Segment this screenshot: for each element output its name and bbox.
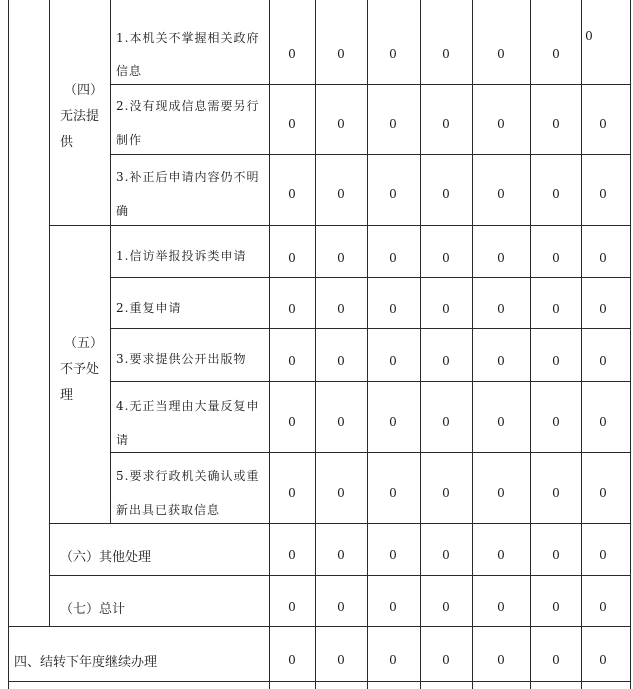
- value-cell: 0: [288, 415, 296, 429]
- value-cell: 0: [288, 653, 296, 667]
- value-cell: 0: [497, 117, 505, 131]
- value-cell: 0: [599, 117, 607, 131]
- divider: [420, 0, 421, 689]
- value-cell: 0: [497, 600, 505, 614]
- value-cell: 0: [442, 47, 450, 61]
- value-cell: 0: [288, 548, 296, 562]
- value-cell: 0: [552, 251, 560, 265]
- value-cell: 0: [497, 251, 505, 265]
- value-cell: 0: [389, 47, 397, 61]
- divider: [581, 0, 582, 689]
- value-cell: 0: [337, 117, 345, 131]
- item-label: 5.要求行政机关确认或重: [116, 469, 260, 483]
- value-cell: 0: [497, 653, 505, 667]
- value-cell: 0: [599, 251, 607, 265]
- divider: [269, 0, 270, 689]
- divider: [49, 575, 631, 576]
- value-cell: 0: [389, 548, 397, 562]
- value-cell: 0: [599, 302, 607, 316]
- group-label-si: （四） 无法提 供: [60, 83, 104, 150]
- value-cell: 0: [552, 548, 560, 562]
- table-border-bottom: [8, 681, 631, 682]
- item-label: 确: [116, 204, 130, 218]
- value-cell: 0: [288, 354, 296, 368]
- value-cell: 0: [389, 187, 397, 201]
- value-cell: 0: [442, 600, 450, 614]
- divider: [472, 0, 473, 689]
- divider: [110, 154, 631, 155]
- value-cell: 0: [337, 47, 345, 61]
- value-cell: 0: [585, 29, 593, 43]
- item-label: 3.补正后申请内容仍不明: [116, 170, 260, 184]
- value-cell: 0: [442, 302, 450, 316]
- value-cell: 0: [389, 415, 397, 429]
- divider: [110, 0, 111, 523]
- divider: [49, 225, 631, 226]
- value-cell: 0: [337, 302, 345, 316]
- value-cell: 0: [497, 187, 505, 201]
- value-cell: 0: [497, 486, 505, 500]
- value-cell: 0: [288, 47, 296, 61]
- item-label: 信息: [116, 64, 143, 78]
- item-label: 2.重复申请: [116, 301, 182, 315]
- value-cell: 0: [552, 354, 560, 368]
- value-cell: 0: [552, 600, 560, 614]
- value-cell: 0: [497, 47, 505, 61]
- value-cell: 0: [389, 600, 397, 614]
- value-cell: 0: [389, 354, 397, 368]
- value-cell: 0: [552, 117, 560, 131]
- value-cell: 0: [337, 415, 345, 429]
- value-cell: 0: [497, 354, 505, 368]
- section-label: 四、结转下年度继续办理: [14, 655, 158, 670]
- value-cell: 0: [288, 117, 296, 131]
- value-cell: 0: [337, 251, 345, 265]
- divider: [110, 328, 631, 329]
- value-cell: 0: [288, 600, 296, 614]
- value-cell: 0: [389, 251, 397, 265]
- value-cell: 0: [552, 653, 560, 667]
- value-cell: 0: [288, 302, 296, 316]
- value-cell: 0: [442, 653, 450, 667]
- value-cell: 0: [337, 600, 345, 614]
- value-cell: 0: [497, 415, 505, 429]
- item-label: 新出具已获取信息: [116, 503, 221, 517]
- value-cell: 0: [599, 354, 607, 368]
- value-cell: 0: [442, 354, 450, 368]
- section-label: （七）总计: [60, 602, 126, 617]
- value-cell: 0: [389, 486, 397, 500]
- value-cell: 0: [337, 548, 345, 562]
- value-cell: 0: [442, 117, 450, 131]
- value-cell: 0: [288, 486, 296, 500]
- item-label: 制作: [116, 133, 143, 147]
- value-cell: 0: [337, 486, 345, 500]
- item-label: 1.本机关不掌握相关政府: [116, 31, 260, 45]
- value-cell: 0: [552, 486, 560, 500]
- item-label: 1.信访举报投诉类申请: [116, 249, 247, 263]
- value-cell: 0: [389, 117, 397, 131]
- value-cell: 0: [442, 415, 450, 429]
- value-cell: 0: [442, 548, 450, 562]
- item-label: 2.没有现成信息需要另行: [116, 99, 260, 113]
- value-cell: 0: [599, 415, 607, 429]
- section-label: （六）其他处理: [60, 550, 152, 565]
- value-cell: 0: [552, 302, 560, 316]
- value-cell: 0: [599, 600, 607, 614]
- value-cell: 0: [599, 486, 607, 500]
- item-label: 4.无正当理由大量反复申: [116, 399, 260, 413]
- divider: [110, 452, 631, 453]
- table-border-right: [630, 0, 631, 689]
- divider: [530, 0, 531, 689]
- group-label-wu: （五） 不予处 理: [60, 336, 104, 403]
- divider: [367, 0, 368, 689]
- value-cell: 0: [552, 47, 560, 61]
- value-cell: 0: [442, 251, 450, 265]
- value-cell: 0: [497, 548, 505, 562]
- value-cell: 0: [337, 187, 345, 201]
- value-cell: 0: [497, 302, 505, 316]
- value-cell: 0: [288, 187, 296, 201]
- value-cell: 0: [552, 415, 560, 429]
- value-cell: 0: [337, 354, 345, 368]
- divider: [49, 0, 50, 626]
- value-cell: 0: [389, 653, 397, 667]
- divider: [110, 381, 631, 382]
- divider: [8, 626, 631, 627]
- item-label: 3.要求提供公开出版物: [116, 352, 247, 366]
- value-cell: 0: [599, 653, 607, 667]
- value-cell: 0: [442, 187, 450, 201]
- divider: [315, 0, 316, 689]
- item-label: 请: [116, 433, 130, 447]
- value-cell: 0: [389, 302, 397, 316]
- divider: [110, 277, 631, 278]
- table-border-left: [8, 0, 9, 689]
- value-cell: 0: [599, 548, 607, 562]
- value-cell: 0: [599, 187, 607, 201]
- value-cell: 0: [288, 251, 296, 265]
- value-cell: 0: [337, 653, 345, 667]
- value-cell: 0: [552, 187, 560, 201]
- divider: [110, 84, 631, 85]
- value-cell: 0: [442, 486, 450, 500]
